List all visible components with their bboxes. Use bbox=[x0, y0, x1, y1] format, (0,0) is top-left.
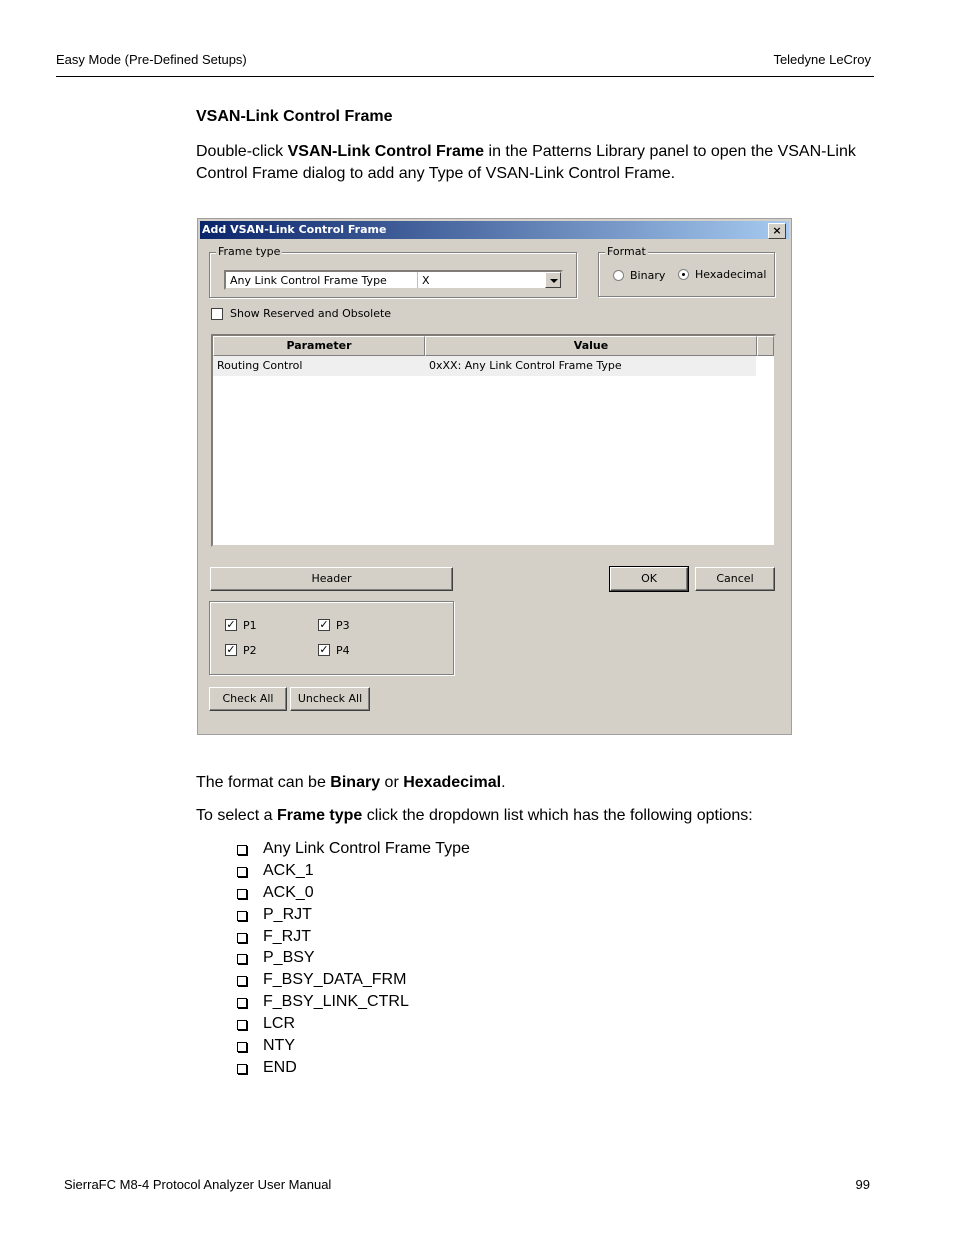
list-item: Any Link Control Frame Type bbox=[236, 838, 470, 860]
list-item: LCR bbox=[236, 1013, 470, 1035]
intro-paragraph: Double-click VSAN-Link Control Frame in the Patterns Library panel to open the VSAN-Link Control Frame dialog to add any Type of VSAN-Link Control Frame. bbox=[196, 143, 856, 182]
column-header-parameter[interactable]: Parameter bbox=[213, 336, 425, 356]
row-value: 0xXX: Any Link Control Frame Type bbox=[429, 359, 622, 372]
show-reserved-label: Show Reserved and Obsolete bbox=[230, 307, 392, 320]
checkbox-bullet-icon bbox=[237, 911, 247, 921]
ok-button[interactable]: OK bbox=[610, 567, 688, 591]
add-vsan-link-control-frame-dialog bbox=[197, 218, 792, 735]
page-footer bbox=[64, 1177, 870, 1192]
footer-manual-title: SierraFC M8-4 Protocol Analyzer User Manual bbox=[64, 1177, 332, 1192]
list-item: END bbox=[236, 1057, 470, 1079]
checkbox-bullet-icon bbox=[237, 998, 247, 1008]
checkbox-bullet-icon bbox=[237, 867, 247, 877]
column-header-value[interactable]: Value bbox=[425, 336, 757, 356]
ports-group bbox=[209, 601, 454, 675]
format-label: Format bbox=[607, 245, 646, 258]
frame-type-label: Frame type bbox=[218, 245, 281, 258]
list-item: F_BSY_DATA_FRM bbox=[236, 969, 470, 991]
binary-label: Binary bbox=[630, 269, 666, 282]
frame-type-paragraph: To select a Frame type click the dropdown list which has the following options: bbox=[196, 807, 753, 824]
cancel-button[interactable]: Cancel bbox=[695, 567, 775, 591]
checkbox-bullet-icon bbox=[237, 845, 247, 855]
checkbox-bullet-icon bbox=[237, 889, 247, 899]
header-section-name: Easy Mode (Pre-Defined Setups) bbox=[56, 52, 247, 67]
checkbox-bullet-icon bbox=[237, 1020, 247, 1030]
p2-label: P2 bbox=[243, 644, 257, 657]
page-header bbox=[56, 52, 874, 77]
checkbox-bullet-icon bbox=[237, 1042, 247, 1052]
list-item: NTY bbox=[236, 1035, 470, 1057]
list-item: P_BSY bbox=[236, 947, 470, 969]
checkbox-bullet-icon bbox=[237, 954, 247, 964]
section-title: VSAN-Link Control Frame bbox=[196, 108, 393, 125]
frame-type-options-list bbox=[236, 838, 470, 1079]
checkbox-bullet-icon bbox=[237, 1064, 247, 1074]
checkbox-bullet-icon bbox=[237, 976, 247, 986]
list-item: F_RJT bbox=[236, 926, 470, 948]
frame-type-group bbox=[209, 245, 577, 298]
check-all-button[interactable]: Check All bbox=[209, 687, 287, 711]
uncheck-all-button[interactable]: Uncheck All bbox=[290, 687, 370, 711]
checkbox-bullet-icon bbox=[237, 933, 247, 943]
frame-type-dropdown[interactable] bbox=[224, 270, 563, 290]
p3-checkbox[interactable]: ✓ bbox=[319, 618, 329, 631]
p1-label: P1 bbox=[243, 619, 257, 632]
hexadecimal-label: Hexadecimal bbox=[695, 268, 767, 281]
page-number: 99 bbox=[855, 1177, 870, 1192]
parameter-table bbox=[211, 334, 776, 547]
show-reserved-checkbox[interactable] bbox=[211, 308, 223, 320]
hexadecimal-radio[interactable] bbox=[678, 269, 689, 280]
column-header-spacer bbox=[757, 336, 774, 356]
close-icon[interactable]: × bbox=[768, 223, 786, 239]
chevron-down-icon[interactable] bbox=[545, 272, 561, 288]
format-group bbox=[598, 245, 775, 297]
frame-type-code: X bbox=[422, 274, 430, 287]
row-parameter: Routing Control bbox=[217, 359, 303, 372]
frame-type-value: Any Link Control Frame Type bbox=[230, 274, 387, 287]
p1-checkbox[interactable]: ✓ bbox=[226, 618, 236, 631]
list-item: F_BSY_LINK_CTRL bbox=[236, 991, 470, 1013]
p3-label: P3 bbox=[336, 619, 350, 632]
list-item: P_RJT bbox=[236, 904, 470, 926]
table-row[interactable] bbox=[213, 356, 756, 376]
list-item: ACK_1 bbox=[236, 860, 470, 882]
combo-separator bbox=[417, 272, 418, 288]
header-company: Teledyne LeCroy bbox=[773, 52, 871, 67]
p4-label: P4 bbox=[336, 644, 350, 657]
list-item: ACK_0 bbox=[236, 882, 470, 904]
p4-checkbox[interactable]: ✓ bbox=[319, 643, 329, 656]
p2-checkbox[interactable]: ✓ bbox=[226, 643, 236, 656]
format-paragraph: The format can be Binary or Hexadecimal. bbox=[196, 774, 506, 791]
binary-radio[interactable] bbox=[613, 270, 624, 281]
dialog-titlebar bbox=[200, 221, 789, 239]
header-button[interactable]: Header bbox=[210, 567, 453, 591]
dialog-title: Add VSAN-Link Control Frame bbox=[202, 223, 387, 236]
